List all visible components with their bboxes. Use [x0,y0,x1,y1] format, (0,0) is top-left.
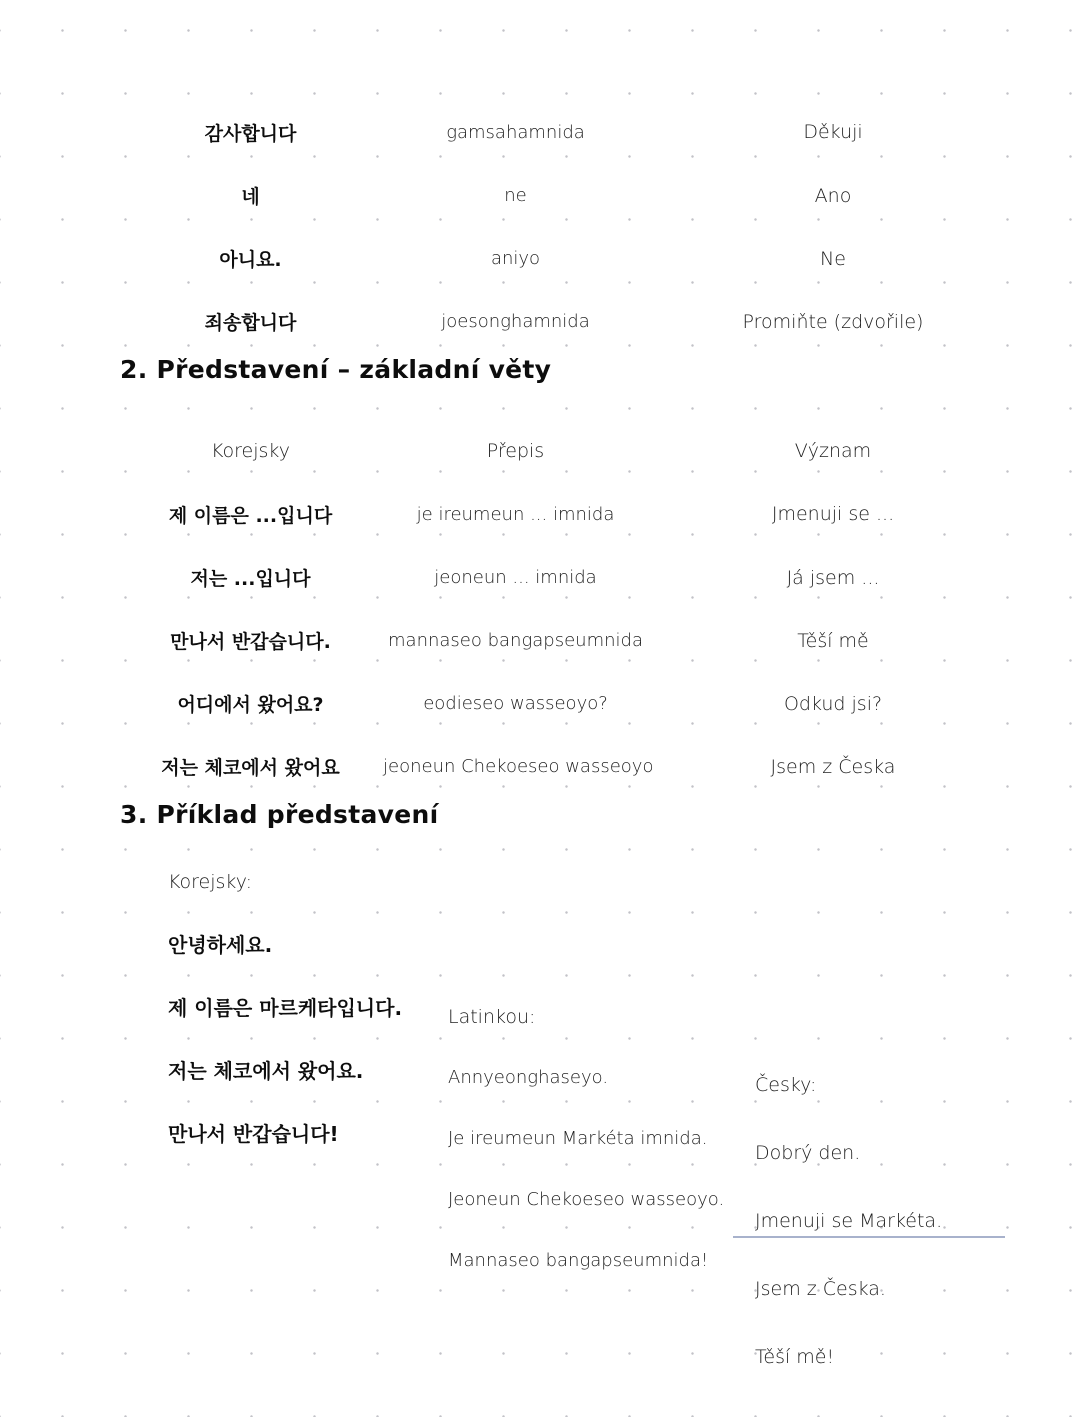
korean-phrase: 저는 ...입니다 [190,568,311,590]
korean-example-line: 안녕하세요. [168,933,273,957]
latin-block-label: Latinkou: [448,1006,536,1028]
transcription: jeoneun ... imnida [434,567,597,588]
column-header-transcription: Přepis [486,440,545,462]
czech-meaning: Odkud jsi? [783,692,883,715]
czech-meaning: Promiňte (zdvořile) [742,310,924,333]
korean-phrase: 감사합니다 [204,122,297,145]
transcription: joesonghamnida [441,311,590,332]
table-row [118,290,1018,353]
czech-meaning: Jsem z Česka [770,755,896,778]
table-row [118,546,1018,609]
korean-example-line: 만나서 반갑습니다! [168,1122,339,1146]
table-row [118,482,1018,546]
czech-example-line: Jsem z Česka. [755,1278,886,1300]
korean-example-line: 저는 체코에서 왔어요. [168,1059,364,1083]
column-header-meaning: Význam [794,440,872,462]
table-row [118,609,1018,672]
transcription: jeoneun Chekoeseo wasseoyo [383,756,654,777]
korean-example-block [168,870,402,1185]
table-header-row [118,420,1018,482]
transcription: mannaseo bangapseumnida [388,630,643,651]
introduction-sentences-table [118,420,1018,798]
table-row [118,672,1018,735]
latin-example-line: Jeoneun Chekoeseo wasseoyo. [448,1189,725,1210]
korean-phrase: 어디에서 왔어요? [177,694,324,716]
transcription: gamsahamnida [446,121,585,143]
section-3-heading: 3. Příklad představení [120,800,439,829]
czech-meaning: Těší mě [797,629,869,652]
column-header-korean: Korejsky [211,440,290,462]
czech-meaning: Já jsem ... [786,566,880,589]
latin-example-line: Mannaseo bangapseumnida! [448,1250,709,1271]
korean-example-line: 제 이름은 마르케타입니다. [168,996,403,1020]
horizontal-rule [733,1236,1005,1238]
table-row [118,735,1018,798]
czech-meaning: Ano [814,184,852,207]
czech-example-line: Dobrý den. [755,1142,861,1164]
latin-example-block [448,1005,724,1310]
czech-meaning: Ne [820,247,846,270]
czech-example-block [755,1073,942,1413]
korean-phrase: 아니요. [219,249,282,271]
czech-example-line: Jmenuji se Markéta. [755,1210,943,1232]
basic-phrases-table [118,100,1018,353]
table-row [118,227,1018,290]
transcription: eodieseo wasseoyo? [423,693,608,714]
korean-phrase: 만나서 반갑습니다. [170,631,331,653]
transcription: ne [504,185,527,206]
korean-phrase: 저는 체코에서 왔어요 [161,757,340,779]
czech-meaning: Děkuji [803,121,863,143]
czech-block-label: Česky: [755,1074,817,1096]
korean-phrase: 죄송합니다 [204,312,297,334]
latin-example-line: Je ireumeun Markéta imnida. [448,1128,708,1149]
table-row [118,100,1018,164]
transcription: aniyo [490,248,541,269]
czech-example-line: Těší mě! [755,1346,835,1368]
transcription: je ireumeun ... imnida [416,503,615,525]
latin-example-line: Annyeonghaseyo. [448,1067,609,1088]
korean-block-label: Korejsky: [168,871,252,893]
czech-meaning: Jmenuji se ... [771,503,895,525]
section-2-heading: 2. Představení – základní věty [120,355,552,384]
korean-phrase: 네 [241,186,260,208]
korean-phrase: 제 이름은 ...입니다 [168,504,333,527]
table-row [118,164,1018,227]
